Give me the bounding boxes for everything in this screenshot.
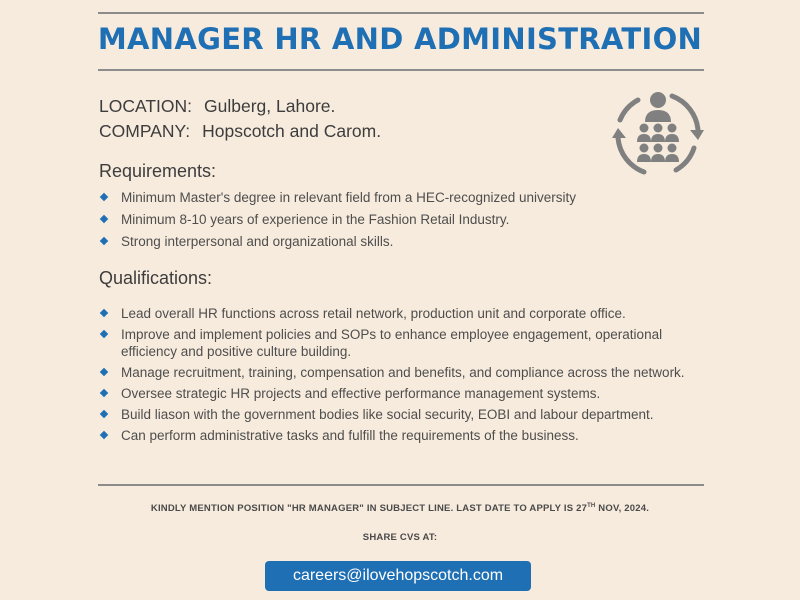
list-item-text: Can perform administrative tasks and fulfill the requirements of the business. bbox=[121, 428, 579, 443]
list-item bbox=[99, 233, 709, 250]
location-label: LOCATION: bbox=[99, 96, 193, 116]
diamond-bullet-icon bbox=[100, 368, 108, 376]
apply-note-date: NOV, 2024. bbox=[595, 503, 650, 515]
company-label: COMPANY: bbox=[99, 121, 191, 141]
list-item bbox=[99, 427, 709, 444]
list-item-text: Manage recruitment, training, compensation and benefits, and compliance across the network. bbox=[121, 365, 685, 380]
list-item-text: Minimum 8-10 years of experience in the Fashion Retail Industry. bbox=[121, 212, 510, 227]
list-item bbox=[99, 406, 709, 423]
company-line bbox=[99, 121, 381, 142]
list-item-text: Minimum Master's degree in relevant field from a HEC-recognized university bbox=[121, 190, 576, 205]
list-item bbox=[99, 326, 709, 360]
page-title: MANAGER HR AND ADMINISTRATION bbox=[97, 22, 703, 56]
footer-rule bbox=[98, 484, 704, 486]
diamond-bullet-icon bbox=[100, 193, 108, 201]
requirements-heading: Requirements: bbox=[99, 161, 217, 181]
diamond-bullet-icon bbox=[100, 237, 108, 245]
list-item bbox=[99, 211, 709, 228]
top-rule bbox=[98, 12, 704, 14]
apply-note-text: KINDLY MENTION POSITION "HR MANAGER" IN SUBJECT LINE. LAST DATE TO APPLY IS 27 bbox=[150, 503, 588, 515]
team-cycle-icon bbox=[610, 90, 706, 178]
location-line bbox=[99, 96, 335, 117]
diamond-bullet-icon bbox=[100, 330, 108, 338]
company-value: Hopscotch and Carom. bbox=[202, 121, 382, 141]
diamond-bullet-icon bbox=[100, 309, 108, 317]
qualifications-heading: Qualifications: bbox=[99, 268, 213, 288]
apply-note-sup: TH bbox=[587, 503, 596, 509]
share-cvs-label: SHARE CVS AT: bbox=[362, 532, 438, 543]
location-value: Gulberg, Lahore. bbox=[204, 96, 336, 116]
apply-note bbox=[0, 503, 800, 514]
requirements-list bbox=[99, 189, 709, 250]
list-item-text: Build liason with the government bodies like social security, EOBI and labour department. bbox=[121, 407, 654, 422]
list-item-text: Strong interpersonal and organizational skills. bbox=[121, 234, 394, 249]
list-item-text: Improve and implement policies and SOPs to enhance employee engagement, operational efficiency and positive culture building. bbox=[121, 327, 663, 359]
list-item bbox=[99, 364, 709, 381]
list-item bbox=[99, 385, 709, 402]
email-button[interactable]: careers@ilovehopscotch.com bbox=[265, 561, 531, 591]
qualifications-list bbox=[99, 305, 709, 444]
diamond-bullet-icon bbox=[100, 389, 108, 397]
list-item bbox=[99, 189, 709, 206]
diamond-bullet-icon bbox=[100, 431, 108, 439]
list-item bbox=[99, 305, 709, 322]
diamond-bullet-icon bbox=[100, 215, 108, 223]
list-item-text: Lead overall HR functions across retail network, production unit and corporate office. bbox=[121, 306, 626, 321]
diamond-bullet-icon bbox=[100, 410, 108, 418]
list-item-text: Oversee strategic HR projects and effective performance management systems. bbox=[121, 386, 601, 401]
title-bottom-rule bbox=[98, 69, 704, 71]
